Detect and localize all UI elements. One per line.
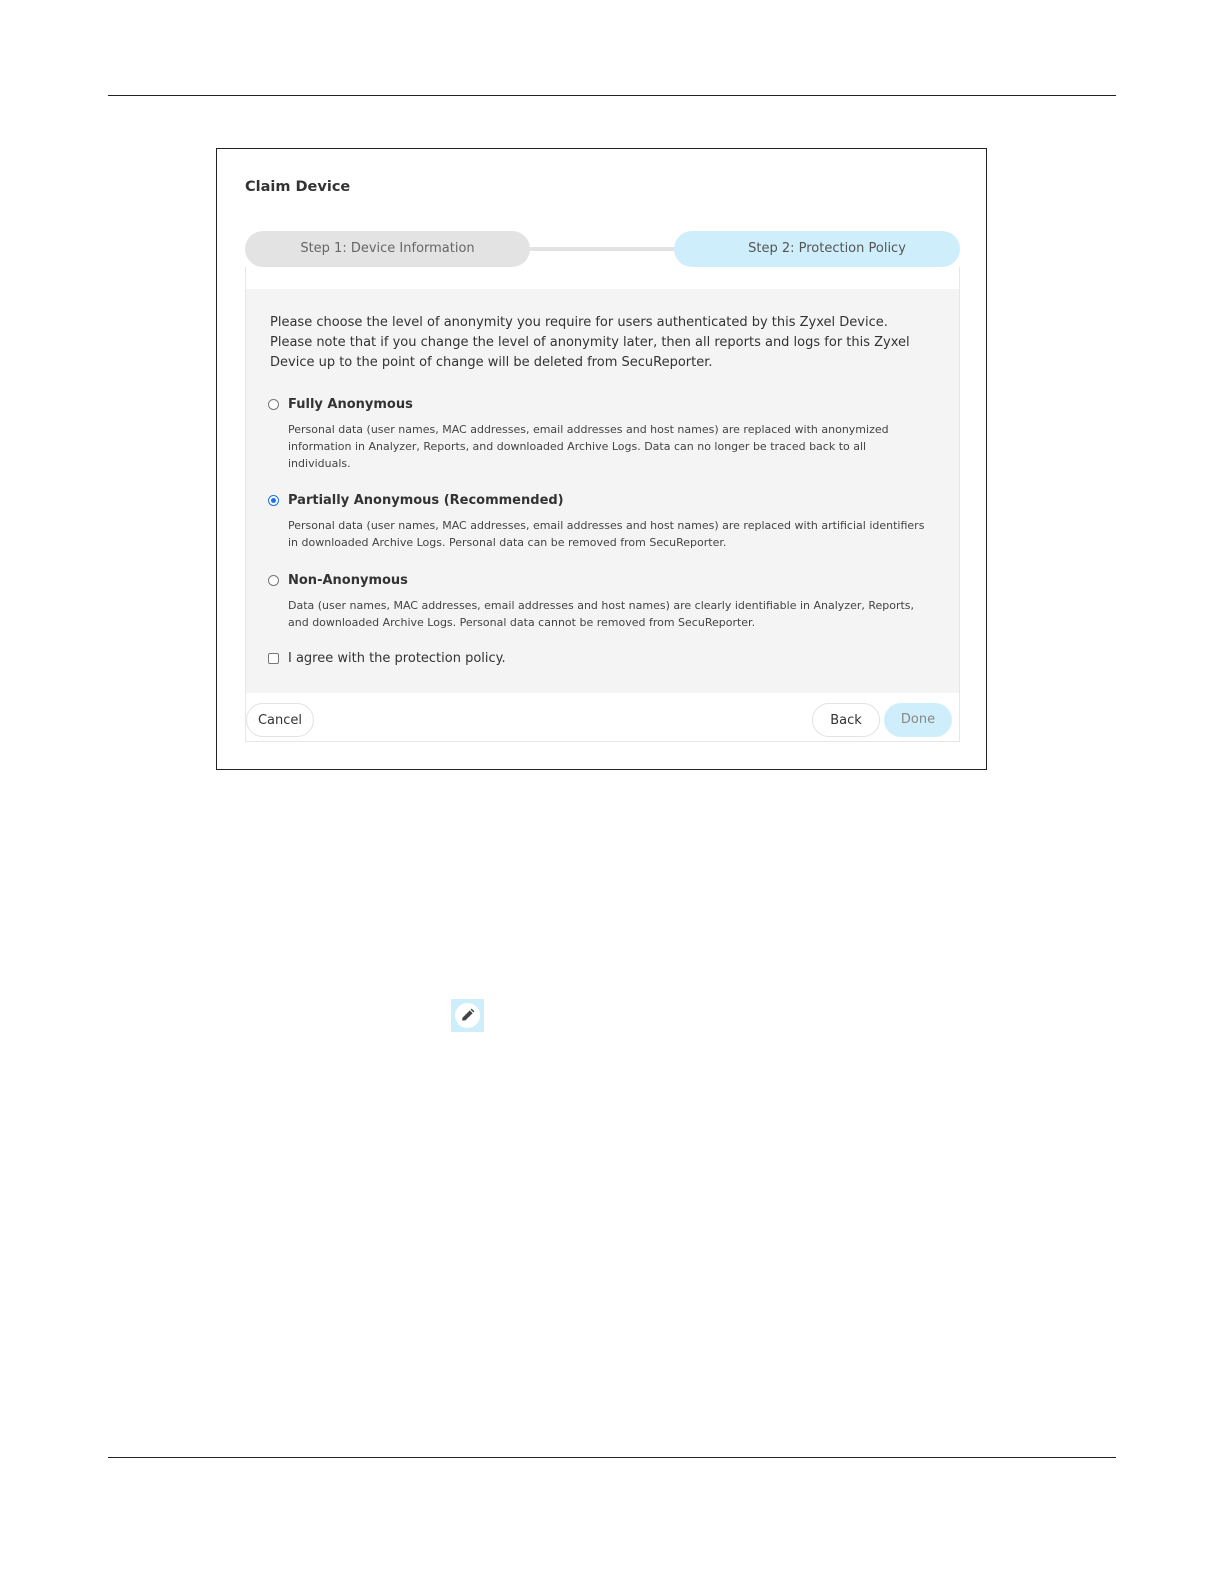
- option-description: Personal data (user names, MAC addresses, email addresses and host names) are replaced with artificial identifiers in downloaded Archive Logs. Personal data can be removed from SecuReporter.: [288, 519, 925, 549]
- agree-checkbox[interactable]: [268, 653, 279, 664]
- radio-partially-anonymous[interactable]: [268, 495, 279, 506]
- option-description: Data (user names, MAC addresses, email addresses and host names) are clearly identifiable in Analyzer, Reports, and downloaded Archive Logs. Personal data cannot be removed from SecuReporter.: [288, 599, 915, 629]
- pencil-glyph: [459, 1007, 476, 1024]
- cancel-button[interactable]: Cancel: [246, 703, 314, 737]
- policy-content: [246, 289, 959, 693]
- protection-policy-panel: [245, 267, 960, 742]
- dialog-title: Claim Device: [245, 179, 351, 195]
- radio-fully-anonymous[interactable]: [268, 399, 279, 410]
- back-button[interactable]: Back: [812, 703, 880, 737]
- wizard-stepper: [245, 231, 960, 267]
- policy-intro-text: Please choose the level of anonymity you require for users authenticated by this Zyxel Device. Please note that if you change the level of anonymity later, then all reports and logs for this Zyxel Device up to the point of change will be deleted from SecuReporter.: [270, 315, 910, 370]
- stepper-connector: [515, 247, 690, 251]
- done-button[interactable]: Done: [884, 703, 952, 737]
- step-protection-policy[interactable]: Step 2: Protection Policy: [674, 231, 960, 267]
- radio-non-anonymous[interactable]: [268, 575, 279, 586]
- option-label[interactable]: Non-Anonymous: [288, 573, 408, 588]
- option-label[interactable]: Partially Anonymous (Recommended): [288, 493, 564, 508]
- claim-device-dialog: [216, 148, 987, 770]
- step-device-information[interactable]: Step 1: Device Information: [245, 231, 530, 267]
- option-label[interactable]: Fully Anonymous: [288, 397, 413, 412]
- page-header-rule: [108, 95, 1116, 96]
- page-footer-rule: [108, 1457, 1116, 1458]
- option-description: Personal data (user names, MAC addresses, email addresses and host names) are replaced with anonymized information in Analyzer, Reports, and downloaded Archive Logs. Data can no longer be traced back to all individuals.: [288, 423, 889, 470]
- pencil-icon[interactable]: [451, 999, 484, 1032]
- agree-label[interactable]: I agree with the protection policy.: [288, 651, 506, 666]
